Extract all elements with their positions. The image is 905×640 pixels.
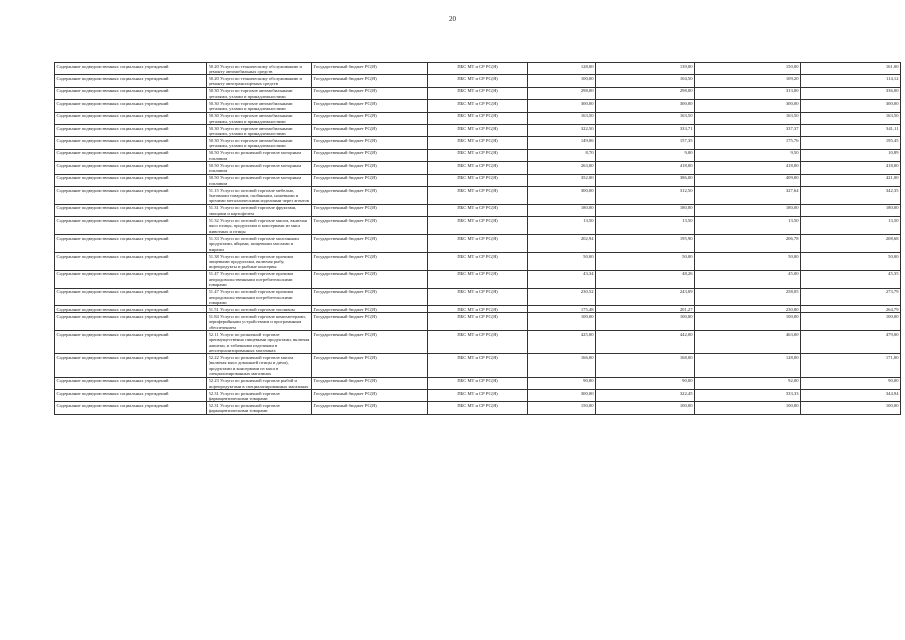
value-year-4-cell: 336,00 <box>801 87 901 99</box>
funding-source-cell: Государственный бюджет РС(Я) <box>312 235 428 253</box>
service-cell <box>207 235 312 253</box>
value-year-1-cell: 8,70 <box>528 149 596 161</box>
value-year-1-cell: 166,00 <box>528 354 596 377</box>
value-year-4-cell: 273,79 <box>801 288 901 306</box>
value-year-1-cell: 352,00 <box>528 174 596 186</box>
institution-cell: Содержание подведомственных социальных учреждений <box>55 87 207 99</box>
value-year-1-cell: 100,00 <box>528 75 596 87</box>
institution-cell: Содержание подведомственных социальных учреждений <box>55 402 207 414</box>
funding-source-cell: Государственный бюджет РС(Я) <box>312 174 428 186</box>
budget-holder-cell: ПБС МТ и СР РС(Я) <box>428 377 528 389</box>
service-cell <box>207 75 312 87</box>
value-year-4-cell: 264,79 <box>801 306 901 313</box>
institution-cell: Содержание подведомственных социальных учреждений <box>55 354 207 377</box>
value-year-4-cell: 90,00 <box>801 377 901 389</box>
institution-cell: Содержание подведомственных социальных учреждений <box>55 270 207 288</box>
value-year-3-cell: 327,64 <box>695 187 801 205</box>
service-text: 50.30 Услуги по торговле автомобильными деталями, узлами и принадлежностями <box>208 100 293 112</box>
funding-source-cell: Государственный бюджет РС(Я) <box>312 270 428 288</box>
value-year-2-cell: 100,00 <box>596 313 695 331</box>
institution-cell: Содержание подведомственных социальных учреждений <box>55 125 207 137</box>
value-year-4-cell: 180,00 <box>801 204 901 216</box>
value-year-1-cell: 300,00 <box>528 390 596 402</box>
value-year-1-cell: 263,00 <box>528 162 596 174</box>
service-cell <box>207 252 312 270</box>
table-row <box>55 252 901 270</box>
service-text: 51.32 Услуги по оптовой торговле мясом, включая мясо птицы, продуктами и консервами из мяса животных и птицы <box>208 217 307 234</box>
table-row <box>55 187 901 205</box>
value-year-4-cell: 171,00 <box>801 354 901 377</box>
value-year-2-cell: 139,00 <box>596 63 695 75</box>
funding-source-cell: Государственный бюджет РС(Я) <box>312 162 428 174</box>
budget-holder-cell: ПБС МТ и СР РС(Я) <box>428 390 528 402</box>
institution-cell: Содержание подведомственных социальных учреждений <box>55 100 207 112</box>
value-year-4-cell: 418,00 <box>801 162 901 174</box>
budget-holder-cell: ПБС МТ и СР РС(Я) <box>428 331 528 354</box>
budget-holder-cell: ПБС МТ и СР РС(Я) <box>428 112 528 124</box>
institution-cell: Содержание подведомственных социальных учреждений <box>55 288 207 306</box>
value-year-4-cell: 163,50 <box>801 112 901 124</box>
service-text: 50.20 Услуги по техническому обслуживанию и ремонту автомобильных средств <box>208 63 302 74</box>
value-year-1-cell: 43,34 <box>528 270 596 288</box>
service-cell <box>207 217 312 235</box>
table-row <box>55 235 901 253</box>
service-text: 51.47 Услуги по оптовой торговле прочими непродовольственными потребительскими товарами <box>208 289 294 305</box>
service-cell <box>207 354 312 377</box>
budget-holder-cell: ПБС МТ и СР РС(Я) <box>428 75 528 87</box>
value-year-4-cell: 161,00 <box>801 63 901 75</box>
value-year-4-cell: 50,00 <box>801 252 901 270</box>
value-year-4-cell: 208,68 <box>801 235 901 253</box>
value-year-3-cell: 9,50 <box>695 149 801 161</box>
service-text: 50.30 Услуги по торговле автомобильными деталями, узлами и принадлежностями <box>208 125 293 137</box>
table-row <box>55 313 901 331</box>
table-row <box>55 204 901 216</box>
value-year-3-cell: 175,76 <box>695 137 801 149</box>
funding-source-cell: Государственный бюджет РС(Я) <box>312 217 428 235</box>
value-year-2-cell: 157,35 <box>596 137 695 149</box>
funding-source-cell: Государственный бюджет РС(Я) <box>312 149 428 161</box>
service-text: 51.33 Услуги по оптовой торговле молочными продуктами, яйцами, пищевыми маслами и жирами <box>208 235 299 252</box>
value-year-3-cell: 337,37 <box>695 125 801 137</box>
institution-cell: Содержание подведомственных социальных учреждений <box>55 235 207 253</box>
budget-holder-cell: ПБС МТ и СР РС(Я) <box>428 235 528 253</box>
value-year-4-cell: 13,50 <box>801 217 901 235</box>
value-year-3-cell: 45,00 <box>695 270 801 288</box>
service-text: 50.50 Услуги по розничной торговле моторным топливом <box>208 150 302 161</box>
funding-source-cell: Государственный бюджет РС(Я) <box>312 75 428 87</box>
value-year-2-cell: 100,00 <box>596 402 695 414</box>
table-row <box>55 306 901 313</box>
service-text: 52.22 Услуги по розничной торговле мясом (включая мясо домашней птицы и дичи), продуктами и консервами из мяса в специализированных магазинах <box>208 354 294 377</box>
funding-source-cell: Государственный бюджет РС(Я) <box>312 252 428 270</box>
value-year-3-cell: 100,00 <box>695 313 801 331</box>
table-row <box>55 137 901 149</box>
value-year-1-cell: 13,50 <box>528 217 596 235</box>
value-year-3-cell: 463,00 <box>695 331 801 354</box>
value-year-3-cell: 180,00 <box>695 204 801 216</box>
table-row <box>55 270 901 288</box>
value-year-4-cell: 45,35 <box>801 270 901 288</box>
value-year-3-cell: 13,50 <box>695 217 801 235</box>
value-year-3-cell: 150,00 <box>695 63 801 75</box>
value-year-1-cell: 300,00 <box>528 187 596 205</box>
service-text: 51.47 Услуги по оптовой торговле прочими непродовольственными потребительскими товарами <box>208 271 294 288</box>
value-year-1-cell: 90,00 <box>528 377 596 389</box>
table-row <box>55 288 901 306</box>
service-cell <box>207 137 312 149</box>
value-year-3-cell: 128,00 <box>695 354 801 377</box>
budget-holder-cell: ПБС МТ и СР РС(Я) <box>428 313 528 331</box>
table-row <box>55 174 901 186</box>
institution-cell: Содержание подведомственных социальных учреждений <box>55 137 207 149</box>
value-year-1-cell: 50,00 <box>528 252 596 270</box>
value-year-2-cell: 333,71 <box>596 125 695 137</box>
service-text: 50.30 Услуги по торговле автомобильными деталями, узлами и принадлежностями <box>208 113 293 124</box>
value-year-2-cell: 9,00 <box>596 149 695 161</box>
value-year-2-cell: 300,00 <box>596 100 695 112</box>
budget-holder-cell: ПБС МТ и СР РС(Я) <box>428 288 528 306</box>
value-year-3-cell: 109,20 <box>695 75 801 87</box>
service-text: 50.30 Услуги по торговле автомобильными деталями, узлами и принадлежностями <box>208 88 293 99</box>
value-year-2-cell: 104,50 <box>596 75 695 87</box>
value-year-2-cell: 322,45 <box>596 390 695 402</box>
service-cell <box>207 402 312 414</box>
value-year-3-cell: 409,00 <box>695 174 801 186</box>
value-year-4-cell: 341,11 <box>801 125 901 137</box>
value-year-3-cell: 300,00 <box>695 100 801 112</box>
funding-source-cell: Государственный бюджет РС(Я) <box>312 137 428 149</box>
value-year-1-cell: 180,00 <box>528 204 596 216</box>
funding-source-cell: Государственный бюджет РС(Я) <box>312 204 428 216</box>
service-cell <box>207 174 312 186</box>
table-row <box>55 149 901 161</box>
value-year-2-cell: 201,27 <box>596 306 695 313</box>
service-cell <box>207 204 312 216</box>
institution-cell: Содержание подведомственных социальных учреждений <box>55 187 207 205</box>
budget-holder-cell: ПБС МТ и СР РС(Я) <box>428 149 528 161</box>
value-year-2-cell: 312,50 <box>596 187 695 205</box>
value-year-1-cell: 100,00 <box>528 313 596 331</box>
table-row <box>55 63 901 75</box>
institution-cell: Содержание подведомственных социальных учреждений <box>55 112 207 124</box>
value-year-1-cell: 149,06 <box>528 137 596 149</box>
service-text: 51.51 Услуги по оптовой торговле топливом <box>208 306 295 312</box>
value-year-2-cell: 168,00 <box>596 354 695 377</box>
value-year-3-cell: 258,05 <box>695 288 801 306</box>
budget-table <box>54 62 901 415</box>
service-text: 51.38 Услуги по оптовой торговле прочими пищевыми продуктами, включая рыбу, морепродукты и рыбные консервы <box>208 253 294 270</box>
funding-source-cell: Государственный бюджет РС(Я) <box>312 313 428 331</box>
value-year-4-cell: 100,00 <box>801 402 901 414</box>
table-row <box>55 75 901 87</box>
value-year-3-cell: 163,50 <box>695 112 801 124</box>
service-cell <box>207 390 312 402</box>
funding-source-cell: Государственный бюджет РС(Я) <box>312 306 428 313</box>
value-year-3-cell: 92,00 <box>695 377 801 389</box>
budget-holder-cell: ПБС МТ и СР РС(Я) <box>428 125 528 137</box>
value-year-4-cell: 342,35 <box>801 187 901 205</box>
value-year-2-cell: 90,00 <box>596 377 695 389</box>
value-year-3-cell: 230,80 <box>695 306 801 313</box>
service-cell <box>207 187 312 205</box>
service-cell <box>207 87 312 99</box>
value-year-1-cell: 322,50 <box>528 125 596 137</box>
value-year-2-cell: 195,90 <box>596 235 695 253</box>
institution-cell: Содержание подведомственных социальных учреждений <box>55 313 207 331</box>
value-year-4-cell: 300,00 <box>801 100 901 112</box>
table-row <box>55 354 901 377</box>
table-body <box>55 63 901 415</box>
funding-source-cell: Государственный бюджет РС(Я) <box>312 390 428 402</box>
service-cell <box>207 125 312 137</box>
value-year-2-cell: 243,09 <box>596 288 695 306</box>
budget-holder-cell: ПБС МТ и СР РС(Я) <box>428 252 528 270</box>
funding-source-cell: Государственный бюджет РС(Я) <box>312 112 428 124</box>
service-cell <box>207 162 312 174</box>
budget-holder-cell: ПБС МТ и СР РС(Я) <box>428 100 528 112</box>
institution-cell: Содержание подведомственных социальных учреждений <box>55 306 207 313</box>
institution-cell: Содержание подведомственных социальных учреждений <box>55 252 207 270</box>
value-year-4-cell: 100,00 <box>801 313 901 331</box>
funding-source-cell: Государственный бюджет РС(Я) <box>312 87 428 99</box>
service-text: 50.30 Услуги по торговле автомобильными деталями, узлами и принадлежностями <box>208 138 293 149</box>
funding-source-cell: Государственный бюджет РС(Я) <box>312 402 428 414</box>
service-text: 52.31 Услуги по розничной торговле фармацевтическими товарами <box>208 403 280 414</box>
funding-source-cell: Государственный бюджет РС(Я) <box>312 63 428 75</box>
service-cell <box>207 149 312 161</box>
budget-holder-cell: ПБС МТ и СР РС(Я) <box>428 217 528 235</box>
table-row <box>55 377 901 389</box>
budget-holder-cell: ПБС МТ и СР РС(Я) <box>428 402 528 414</box>
service-text: 51.15 Услуги по оптовой торговле мебелью, бытовыми товарами, скобяными, ножевыми и прочими металлическими изделиями через агентов <box>208 187 309 204</box>
funding-source-cell: Государственный бюджет РС(Я) <box>312 331 428 354</box>
funding-source-cell: Государственный бюджет РС(Я) <box>312 100 428 112</box>
value-year-3-cell: 100,00 <box>695 402 801 414</box>
funding-source-cell: Государственный бюджет РС(Я) <box>312 187 428 205</box>
service-cell <box>207 112 312 124</box>
budget-holder-cell: ПБС МТ и СР РС(Я) <box>428 354 528 377</box>
institution-cell: Содержание подведомственных социальных учреждений <box>55 331 207 354</box>
table-row <box>55 217 901 235</box>
table-row <box>55 112 901 124</box>
institution-cell: Содержание подведомственных социальных учреждений <box>55 174 207 186</box>
value-year-1-cell: 175,48 <box>528 306 596 313</box>
value-year-4-cell: 195,45 <box>801 137 901 149</box>
value-year-4-cell: 479,00 <box>801 331 901 354</box>
table-row <box>55 331 901 354</box>
value-year-4-cell: 344,94 <box>801 390 901 402</box>
budget-table-container <box>54 62 899 415</box>
service-text: 50.50 Услуги по розничной торговле моторным топливом <box>208 175 302 186</box>
budget-holder-cell: ПБС МТ и СР РС(Я) <box>428 63 528 75</box>
institution-cell: Содержание подведомственных социальных учреждений <box>55 162 207 174</box>
value-year-4-cell: 421,00 <box>801 174 901 186</box>
value-year-2-cell: 180,00 <box>596 204 695 216</box>
service-cell <box>207 63 312 75</box>
service-cell <box>207 331 312 354</box>
value-year-1-cell: 150,00 <box>528 402 596 414</box>
value-year-3-cell: 50,00 <box>695 252 801 270</box>
value-year-1-cell: 298,00 <box>528 87 596 99</box>
funding-source-cell: Государственный бюджет РС(Я) <box>312 288 428 306</box>
budget-holder-cell: ПБС МТ и СР РС(Я) <box>428 87 528 99</box>
funding-source-cell: Государственный бюджет РС(Я) <box>312 125 428 137</box>
service-text: 52.11 Услуги по розничной торговле преимущественно пищевыми продуктами, включая напитки, и табачными изделиями в неспециализированных магазинах <box>208 331 310 353</box>
value-year-2-cell: 50,00 <box>596 252 695 270</box>
institution-cell: Содержание подведомственных социальных учреждений <box>55 149 207 161</box>
budget-holder-cell: ПБС МТ и СР РС(Я) <box>428 162 528 174</box>
budget-holder-cell: ПБС МТ и СР РС(Я) <box>428 187 528 205</box>
institution-cell: Содержание подведомственных социальных учреждений <box>55 75 207 87</box>
funding-source-cell: Государственный бюджет РС(Я) <box>312 377 428 389</box>
value-year-1-cell: 230,52 <box>528 288 596 306</box>
value-year-4-cell: 10,89 <box>801 149 901 161</box>
budget-holder-cell: ПБС МТ и СР РС(Я) <box>428 270 528 288</box>
value-year-2-cell: 13,50 <box>596 217 695 235</box>
service-cell <box>207 377 312 389</box>
value-year-1-cell: 425,00 <box>528 331 596 354</box>
service-cell <box>207 270 312 288</box>
service-cell <box>207 306 312 313</box>
table-row <box>55 100 901 112</box>
service-text: 51.31 Услуги по оптовой торговле фруктами, овощами и картофелем <box>208 205 297 216</box>
value-year-4-cell: 114,12 <box>801 75 901 87</box>
table-row <box>55 390 901 402</box>
service-cell <box>207 313 312 331</box>
value-year-3-cell: 418,00 <box>695 162 801 174</box>
value-year-2-cell: 48,26 <box>596 270 695 288</box>
budget-holder-cell: ПБС МТ и СР РС(Я) <box>428 174 528 186</box>
institution-cell: Содержание подведомственных социальных учреждений <box>55 63 207 75</box>
table-row <box>55 125 901 137</box>
institution-cell: Содержание подведомственных социальных учреждений <box>55 377 207 389</box>
budget-holder-cell: ПБС МТ и СР РС(Я) <box>428 306 528 313</box>
value-year-1-cell: 163,50 <box>528 112 596 124</box>
table-row <box>55 402 901 414</box>
value-year-3-cell: 206,78 <box>695 235 801 253</box>
value-year-1-cell: 128,00 <box>528 63 596 75</box>
value-year-2-cell: 163,50 <box>596 112 695 124</box>
service-text: 50.20 Услуги по техническому обслуживанию и ремонту автотранспортных средств <box>208 76 302 87</box>
value-year-2-cell: 442,00 <box>596 331 695 354</box>
service-text: 52.31 Услуги по розничной торговле фармацевтическими товарами <box>208 390 280 401</box>
service-text: 52.23 Услуги по розничной торговле рыбой и морепродуктами в специализированных магазинах <box>208 378 309 389</box>
service-text: 50.50 Услуги по розничной торговле моторным топливом <box>208 162 302 174</box>
value-year-2-cell: 418,00 <box>596 162 695 174</box>
service-text: 51.84 Услуги по оптовой торговле компьютерами, периферийными устройствами и программным обеспечением <box>208 313 306 330</box>
value-year-2-cell: 386,00 <box>596 174 695 186</box>
value-year-1-cell: 202,94 <box>528 235 596 253</box>
institution-cell: Содержание подведомственных социальных учреждений <box>55 390 207 402</box>
value-year-2-cell: 298,00 <box>596 87 695 99</box>
budget-holder-cell: ПБС МТ и СР РС(Я) <box>428 204 528 216</box>
service-cell <box>207 100 312 112</box>
funding-source-cell: Государственный бюджет РС(Я) <box>312 354 428 377</box>
service-cell <box>207 288 312 306</box>
value-year-3-cell: 333,33 <box>695 390 801 402</box>
value-year-3-cell: 313,00 <box>695 87 801 99</box>
institution-cell: Содержание подведомственных социальных учреждений <box>55 217 207 235</box>
table-row <box>55 87 901 99</box>
value-year-1-cell: 300,00 <box>528 100 596 112</box>
page-number: 20 <box>449 15 456 23</box>
budget-holder-cell: ПБС МТ и СР РС(Я) <box>428 137 528 149</box>
institution-cell: Содержание подведомственных социальных учреждений <box>55 204 207 216</box>
table-row <box>55 162 901 174</box>
